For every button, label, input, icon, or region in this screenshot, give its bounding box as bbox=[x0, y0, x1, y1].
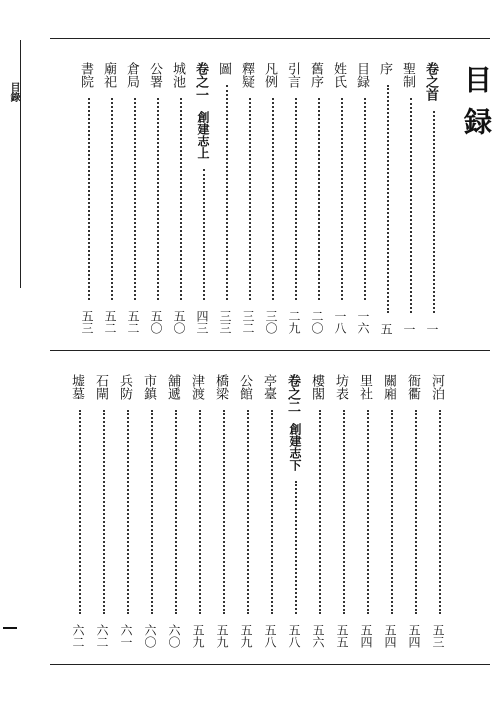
leader-dots bbox=[79, 410, 81, 614]
toc-entry-label: 倉局 bbox=[124, 62, 139, 88]
toc-entry-label: 里社 bbox=[357, 374, 372, 400]
toc-entry bbox=[94, 374, 114, 650]
leader-dots bbox=[103, 410, 105, 614]
page-number: 五二 bbox=[126, 310, 140, 334]
page-number: 五三 bbox=[80, 310, 94, 334]
toc-entry bbox=[310, 374, 330, 650]
toc-entry bbox=[378, 62, 398, 336]
page-number: 五八 bbox=[287, 624, 301, 648]
page-number: 五九 bbox=[215, 624, 229, 648]
toc-entry-label: 釋疑 bbox=[239, 62, 254, 88]
page-number: 五六 bbox=[311, 624, 325, 648]
page-number: 四三 bbox=[195, 310, 209, 334]
page-number: 二〇 bbox=[310, 310, 324, 334]
leader-dots bbox=[199, 410, 201, 614]
page-number: 二九 bbox=[287, 310, 301, 334]
leader-dots bbox=[341, 98, 343, 300]
page-number: 一六 bbox=[356, 310, 370, 334]
section-title: 目録 bbox=[460, 65, 493, 149]
toc-entry bbox=[382, 374, 402, 650]
page-number: 一 bbox=[425, 323, 439, 335]
page-number: 六〇 bbox=[167, 624, 181, 648]
toc-entry-label: 市鎮 bbox=[141, 374, 156, 400]
folio-mark bbox=[3, 627, 17, 629]
toc-entry-label: 聖制 bbox=[400, 62, 415, 88]
page-number: 六〇 bbox=[143, 624, 157, 648]
leader-dots bbox=[226, 85, 228, 300]
page-number: 六二 bbox=[71, 624, 85, 648]
middle-rule bbox=[50, 350, 490, 351]
toc-entry-label: 關廂 bbox=[381, 374, 396, 400]
toc-entry-label: 圖 bbox=[216, 62, 231, 75]
leader-dots bbox=[295, 481, 297, 614]
leader-dots bbox=[180, 98, 182, 300]
page-number: 五九 bbox=[191, 624, 205, 648]
toc-entry-label: 姓氏 bbox=[331, 62, 346, 88]
leader-dots bbox=[433, 111, 435, 313]
leader-dots bbox=[272, 98, 274, 300]
leader-dots bbox=[415, 410, 417, 614]
toc-entry-label: 舖遞 bbox=[165, 374, 180, 400]
toc-entry bbox=[70, 374, 90, 650]
page-number: 一 bbox=[402, 323, 416, 335]
toc-entry bbox=[406, 374, 426, 650]
top-rule bbox=[50, 38, 490, 39]
toc-entry-label: 河泊 bbox=[429, 374, 444, 400]
toc-entry-label: 橋梁 bbox=[213, 374, 228, 400]
leader-dots bbox=[151, 410, 153, 614]
page-number: 三二 bbox=[241, 310, 255, 334]
toc-entry-label: 目録 bbox=[354, 62, 369, 88]
toc-entry-label: 舊序 bbox=[308, 62, 323, 88]
toc-entry-label: 兵防 bbox=[117, 374, 132, 400]
toc-entry bbox=[190, 374, 210, 650]
page-number: 六一 bbox=[119, 624, 133, 648]
toc-entry bbox=[118, 374, 138, 650]
toc-entry bbox=[79, 62, 99, 336]
leader-dots bbox=[247, 410, 249, 614]
toc-entry bbox=[240, 62, 260, 336]
left-margin-rule bbox=[20, 40, 21, 288]
toc-entry bbox=[262, 374, 282, 650]
toc-entry-label: 引言 bbox=[285, 62, 300, 88]
leader-dots bbox=[410, 98, 412, 313]
page-number: 五二 bbox=[103, 310, 117, 334]
leader-dots bbox=[249, 98, 251, 300]
toc-entry-label: 樓閣 bbox=[309, 374, 324, 400]
toc-entry bbox=[217, 62, 237, 336]
leader-dots bbox=[364, 98, 366, 300]
page-number: 五四 bbox=[383, 624, 397, 648]
leader-dots bbox=[134, 98, 136, 300]
page-number: 五〇 bbox=[172, 310, 186, 334]
leader-dots bbox=[223, 410, 225, 614]
running-head: 目錄 bbox=[8, 82, 19, 102]
leader-dots bbox=[391, 410, 393, 614]
toc-entry bbox=[355, 62, 375, 336]
toc-entry-label: 坊表 bbox=[333, 374, 348, 400]
toc-entry-label: 亭臺 bbox=[261, 374, 276, 400]
toc-entry bbox=[424, 62, 444, 336]
toc-entry bbox=[142, 374, 162, 650]
page-number: 五四 bbox=[407, 624, 421, 648]
toc-entry bbox=[214, 374, 234, 650]
toc-entry bbox=[286, 62, 306, 336]
toc-entry-label: 卷之一 bbox=[193, 62, 208, 101]
toc-entry-label: 城池 bbox=[170, 62, 185, 88]
toc-entry bbox=[125, 62, 145, 336]
page-number: 五〇 bbox=[149, 310, 163, 334]
toc-entry-label: 書院 bbox=[78, 62, 93, 88]
toc-entry-label: 公署 bbox=[147, 62, 162, 88]
page-number: 五八 bbox=[263, 624, 277, 648]
toc-entry bbox=[334, 374, 354, 650]
leader-dots bbox=[175, 410, 177, 614]
leader-dots bbox=[367, 410, 369, 614]
toc-entry-label: 序 bbox=[377, 62, 392, 75]
toc-entry bbox=[194, 62, 214, 336]
page-number: 三三 bbox=[218, 310, 232, 334]
toc-entry-label: 石閘 bbox=[93, 374, 108, 400]
toc-entry bbox=[166, 374, 186, 650]
toc-entry-label: 卷之首 bbox=[423, 62, 438, 101]
leader-dots bbox=[319, 410, 321, 614]
toc-entry bbox=[148, 62, 168, 336]
leader-dots bbox=[387, 85, 389, 313]
toc-entry-label: 公館 bbox=[237, 374, 252, 400]
page-number: 三〇 bbox=[264, 310, 278, 334]
toc-entry bbox=[102, 62, 122, 336]
leader-dots bbox=[88, 98, 90, 300]
bottom-rule bbox=[50, 664, 490, 665]
leader-dots bbox=[127, 410, 129, 614]
page-number: 五五 bbox=[335, 624, 349, 648]
leader-dots bbox=[295, 98, 297, 300]
toc-entry bbox=[430, 374, 450, 650]
page-number: 五三 bbox=[431, 624, 445, 648]
toc-entry bbox=[358, 374, 378, 650]
toc-entry bbox=[309, 62, 329, 336]
leader-dots bbox=[439, 410, 441, 614]
page-number: 一八 bbox=[333, 310, 347, 334]
toc-entry-label: 墟墓 bbox=[69, 374, 84, 400]
page-number: 六二 bbox=[95, 624, 109, 648]
page-number: 五九 bbox=[239, 624, 253, 648]
leader-dots bbox=[271, 410, 273, 614]
page-number: 五四 bbox=[359, 624, 373, 648]
toc-entry-label: 卷之二 bbox=[285, 374, 300, 413]
toc-entry-subtitle: 創建志下 bbox=[288, 423, 302, 471]
page-number: 五 bbox=[379, 323, 393, 335]
toc-entry-label: 津渡 bbox=[189, 374, 204, 400]
toc-entry-label: 凡例 bbox=[262, 62, 277, 88]
toc-entry bbox=[263, 62, 283, 336]
leader-dots bbox=[157, 98, 159, 300]
toc-entry bbox=[401, 62, 421, 336]
toc-entry-label: 廟祀 bbox=[101, 62, 116, 88]
leader-dots bbox=[318, 98, 320, 300]
toc-entry bbox=[286, 374, 306, 650]
toc-entry bbox=[238, 374, 258, 650]
toc-entry-subtitle: 創建志上 bbox=[196, 111, 210, 159]
toc-entry bbox=[332, 62, 352, 336]
toc-entry-label: 衙衢 bbox=[405, 374, 420, 400]
leader-dots bbox=[203, 169, 205, 300]
leader-dots bbox=[343, 410, 345, 614]
leader-dots bbox=[111, 98, 113, 300]
toc-entry bbox=[171, 62, 191, 336]
